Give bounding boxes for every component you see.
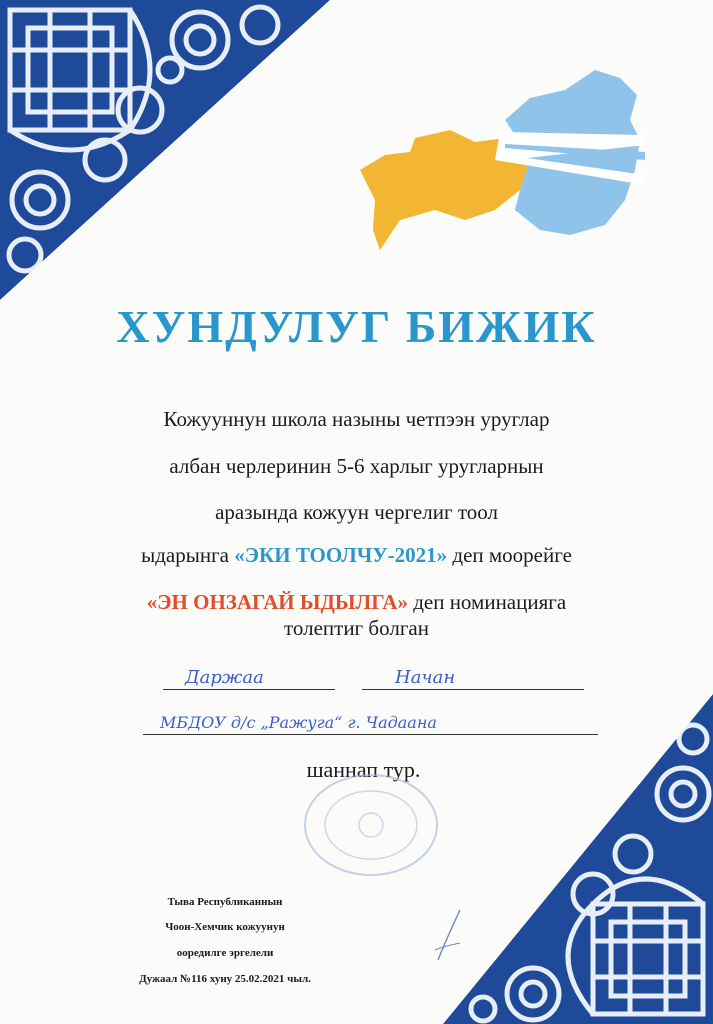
last-name-line xyxy=(362,689,584,690)
certificate-title: ХУНДУЛУГ БИЖИК xyxy=(116,301,597,352)
body-line-6: толептиг болган xyxy=(283,616,429,640)
event-name: «ЭКИ ТООЛЧУ-2021» xyxy=(234,543,448,567)
corner-ornament-top-left xyxy=(0,0,330,300)
corner-ornament-bottom-right xyxy=(443,694,713,1024)
official-stamp xyxy=(300,770,442,880)
body-line-1: Кожууннун школа назыны четпээн уруглар xyxy=(163,407,550,431)
issuer-line-3: ооредилге эргелели xyxy=(176,947,274,959)
recipient-institution: МБДОУ д/с „Ражуга“ г. Чадаана xyxy=(160,713,437,732)
nomination-name: «ЭН ОНЗАГАЙ ЫДЫЛГА» xyxy=(146,590,408,614)
issuer-line-1: Тыва Республиканнын xyxy=(167,896,283,908)
body-line-4-before: ыдарынга xyxy=(141,543,235,567)
tuva-map-emblem xyxy=(355,60,645,255)
body-line-4-after: деп моорейге xyxy=(447,543,572,567)
recipient-last-name: Начан xyxy=(395,667,456,688)
body-line-2: албан черлеринин 5-6 харлыг уругларнын xyxy=(169,454,544,478)
issuer-order-line: Дужаал №116 хуну 25.02.2021 чыл. xyxy=(139,973,311,985)
body-line-4 xyxy=(0,543,713,568)
recipient-first-name: Даржаа xyxy=(185,667,264,688)
issuer-line-2: Чоон-Хемчик кожуунун xyxy=(165,921,285,933)
body-line-5-after: деп номинацияга xyxy=(407,590,567,614)
body-line-3: аразында кожуун чергелиг тоол xyxy=(215,500,498,524)
awarded-text: шаннап тур. xyxy=(306,757,421,782)
body-line-5 xyxy=(0,590,713,615)
first-name-line xyxy=(163,689,335,690)
